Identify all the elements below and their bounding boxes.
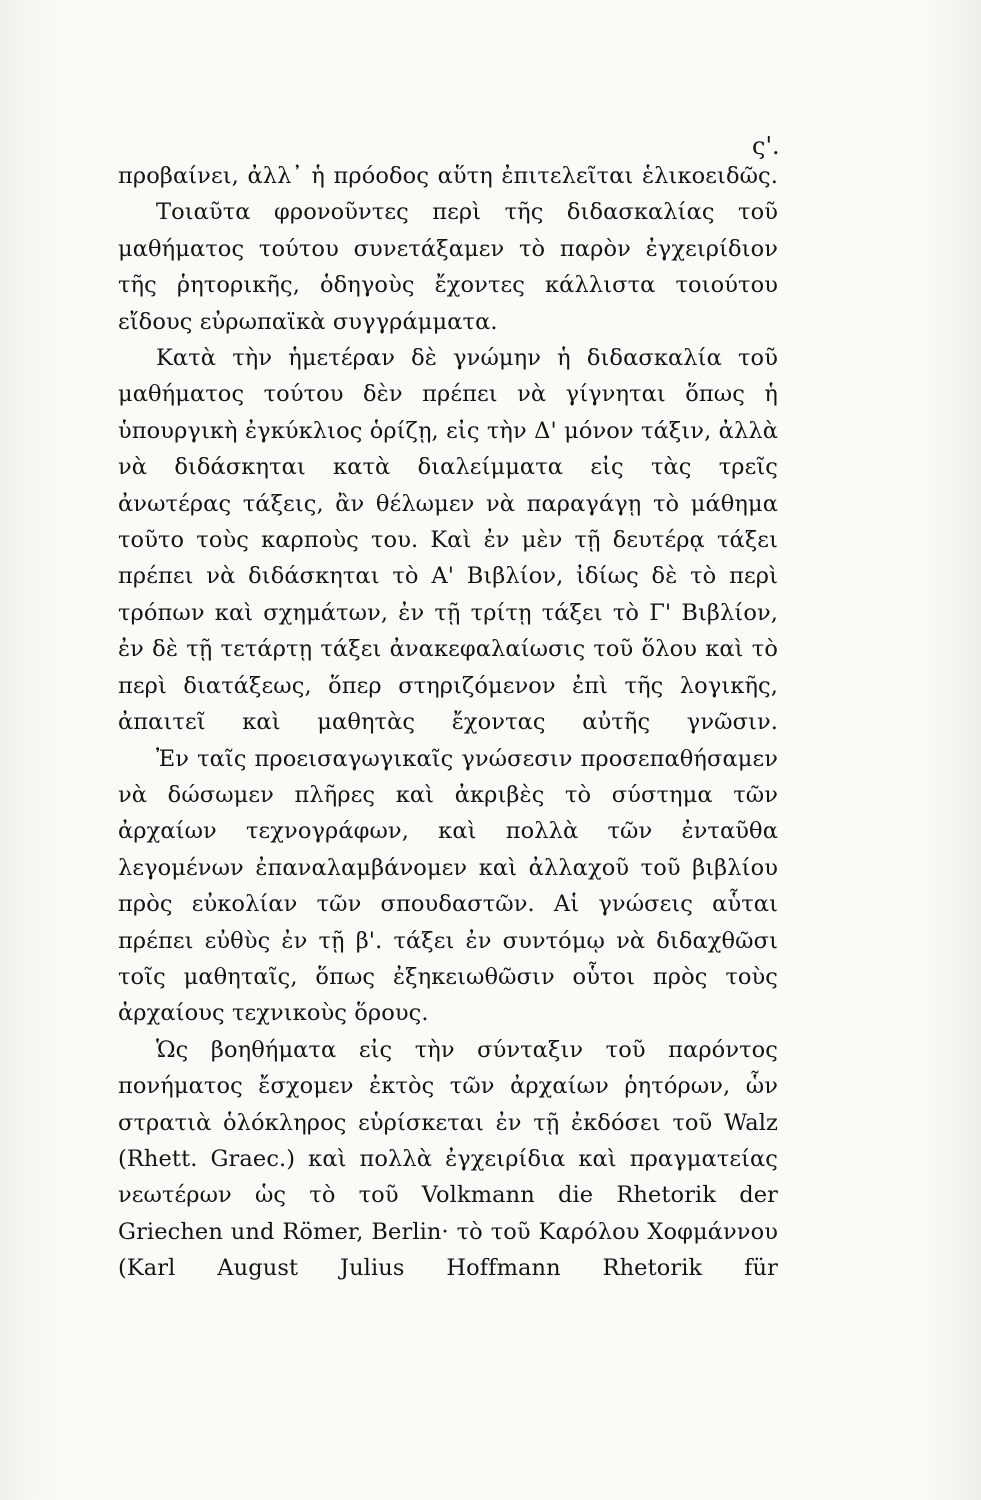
body-text bbox=[118, 158, 778, 1287]
paragraph-5: Ὡς βοηθήματα εἰς τὴν σύνταξιν τοῦ παρόντος πονήματος ἔσχομεν ἐκτὸς τῶν ἀρχαίων ῥητόρων, ὧν στρατιὰ ὁλόκληρος εὑρίσκεται ἐν τῇ ἐκδόσει τοῦ Walz (Rhett. Graec.) καὶ πολλὰ ἐγχειρίδια καὶ πραγματείας νεωτέρων ὡς τὸ τοῦ Volkmann die Rhetorik der Griechen und Römer, Berlin· τὸ τοῦ Καρόλου Χοφμάννου (Karl August Julius Hoffmann Rhetorik für bbox=[118, 1036, 778, 1282]
paragraph-2: Τοιαῦτα φρονοῦντες περὶ τῆς διδασκαλίας τοῦ μαθήματος τούτου συνετάξαμεν τὸ παρὸν ἐγχειρίδιον τῆς ῥητορικῆς, ὁδηγοὺς ἔχοντες κάλλιστα τοιούτου εἴδους εὐρωπαϊκὰ συγγράμματα. bbox=[118, 199, 778, 335]
paragraph-1: προβαίνει, ἀλλ᾽ ἡ πρόοδος αὕτη ἐπιτελεῖται ἑλικοειδῶς. bbox=[118, 163, 778, 189]
paragraph-4: Ἐν ταῖς προεισαγωγικαῖς γνώσεσιν προσεπαθήσαμεν νὰ δώσωμεν πλῆρες καὶ ἀκριβὲς τὸ σύστημα τῶν ἀρχαίων τεχνογράφων, καὶ πολλὰ τῶν ἐνταῦθα λεγομένων ἐπαναλαμβάνομεν καὶ ἀλλαχοῦ τοῦ βιβλίου πρὸς εὐκολίαν τῶν σπουδαστῶν. Αἱ γνώσεις αὗται πρέπει εὐθὺς ἐν τῇ β'. τάξει ἐν συντόμῳ νὰ διδαχθῶσι τοῖς μαθηταῖς, ὅπως ἐξηκειωθῶσιν οὗτοι πρὸς τοὺς ἀρχαίους τεχνικοὺς ὅρους. bbox=[118, 745, 778, 1027]
page-number: ς'. bbox=[752, 132, 780, 160]
paragraph-3: Κατὰ τὴν ἡμετέραν δὲ γνώμην ἡ διδασκαλία τοῦ μαθήματος τούτου δὲν πρέπει νὰ γίγνηται ὅπως ἡ ὑπουργικὴ ἐγκύκλιος ὁρίζῃ, εἰς τὴν Δ' μόνον τάξιν, ἀλλὰ νὰ διδάσκηται κατὰ διαλείμματα εἰς τὰς τρεῖς ἀνωτέρας τάξεις, ἂν θέλωμεν νὰ παραγάγῃ τὸ μάθημα τοῦτο τοὺς καρποὺς του. Καὶ ἐν μὲν τῇ δευτέρᾳ τάξει πρέπει νὰ διδάσκηται τὸ Α' Βιβλίον, ἰδίως δὲ τὸ περὶ τρόπων καὶ σχημάτων, ἐν τῇ τρίτῃ τάξει τὸ Γ' Βιβλίον, ἐν δὲ τῇ τετάρτῃ τάξει ἀνακεφαλαίωσις τοῦ ὅλου καὶ τὸ περὶ διατάξεως, ὅπερ στηριζόμενον ἐπὶ τῆς λογικῆς, ἀπαιτεῖ καὶ μαθητὰς ἔχοντας αὐτῆς γνῶσιν. bbox=[118, 345, 778, 736]
